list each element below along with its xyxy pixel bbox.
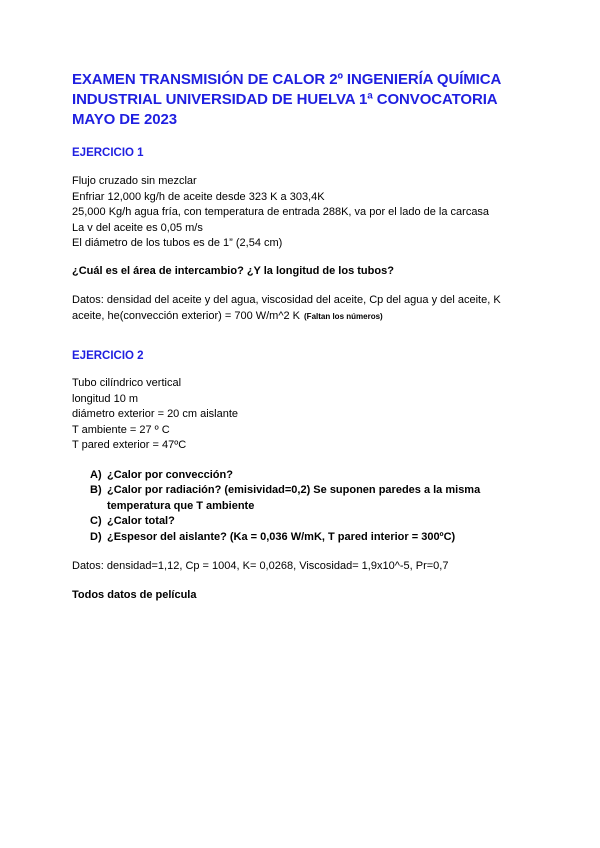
question-item [90,530,542,546]
ejercicio-1-heading: EJERCICIO 1 [72,147,144,159]
ejercicio-1-statement [72,174,542,252]
question-marker: D) [90,530,102,543]
statement-line: T ambiente = 27 º C [72,423,170,436]
title-line-1: EXAMEN TRANSMISIÓN DE CALOR 2º INGENIERÍA QUÍMICA [72,71,502,88]
statement-line: T pared exterior = 47ºC [72,439,187,451]
exam-title [72,70,542,130]
question-item [90,468,542,484]
datos-line-text: aceite, he(convección exterior) = 700 W/m^2 K [72,309,301,322]
ejercicio-2-questions [72,468,542,546]
statement-line: 25,000 Kg/h agua fría, con temperatura de entrada 288K, va por el lado de la carcasa [72,206,490,218]
ejercicio-1-datos [72,293,542,324]
question-text: ¿Calor total? [107,515,175,527]
exam-page [72,70,542,603]
ejercicio-2-datos: Datos: densidad=1,12, Cp = 1004, K= 0,0268, Viscosidad= 1,9x10^-5, Pr=0,7 [72,560,449,572]
datos-missing-note: (Faltan los números) [304,311,383,321]
datos-line [72,309,542,325]
statement-line: Enfriar 12,000 kg/h de aceite desde 323 K a 303,4K [72,190,325,203]
question-marker: C) [90,515,102,527]
statement-line: Tubo cilíndrico vertical [72,377,182,389]
question-text: ¿Espesor del aislante? (Ka = 0,036 W/mK, T pared interior = 300ºC) [107,530,456,543]
statement-line: Flujo cruzado sin mezclar [72,175,197,187]
question-marker: A) [90,468,102,481]
statement-line: diámetro exterior = 20 cm aislante [72,408,238,420]
question-item [90,514,542,530]
ejercicio-1-question: ¿Cuál es el área de intercambio? ¿Y la longitud de los tubos? [72,264,394,277]
question-item [90,483,542,514]
question-text: ¿Calor por convección? [107,468,233,481]
ejercicio-2-statement [72,376,542,454]
statement-line: longitud 10 m [72,392,139,405]
title-line-2: INDUSTRIAL UNIVERSIDAD DE HUELVA 1ª CONVOCATORIA [72,91,498,108]
question-text: ¿Calor por radiación? (emisividad=0,2) Se suponen paredes a la misma temperatura que T ambiente [107,484,481,512]
question-marker: B) [90,484,102,496]
ejercicio-2-footer: Todos datos de película [72,588,197,601]
datos-line: Datos: densidad del aceite y del agua, viscosidad del aceite, Cp del agua y del aceite, K [72,294,501,306]
title-line-3: MAYO DE 2023 [72,111,177,128]
statement-line: El diámetro de los tubos es de 1” (2,54 cm) [72,237,283,249]
ejercicio-2-heading: EJERCICIO 2 [72,350,144,362]
statement-line: La v del aceite es 0,05 m/s [72,221,203,234]
